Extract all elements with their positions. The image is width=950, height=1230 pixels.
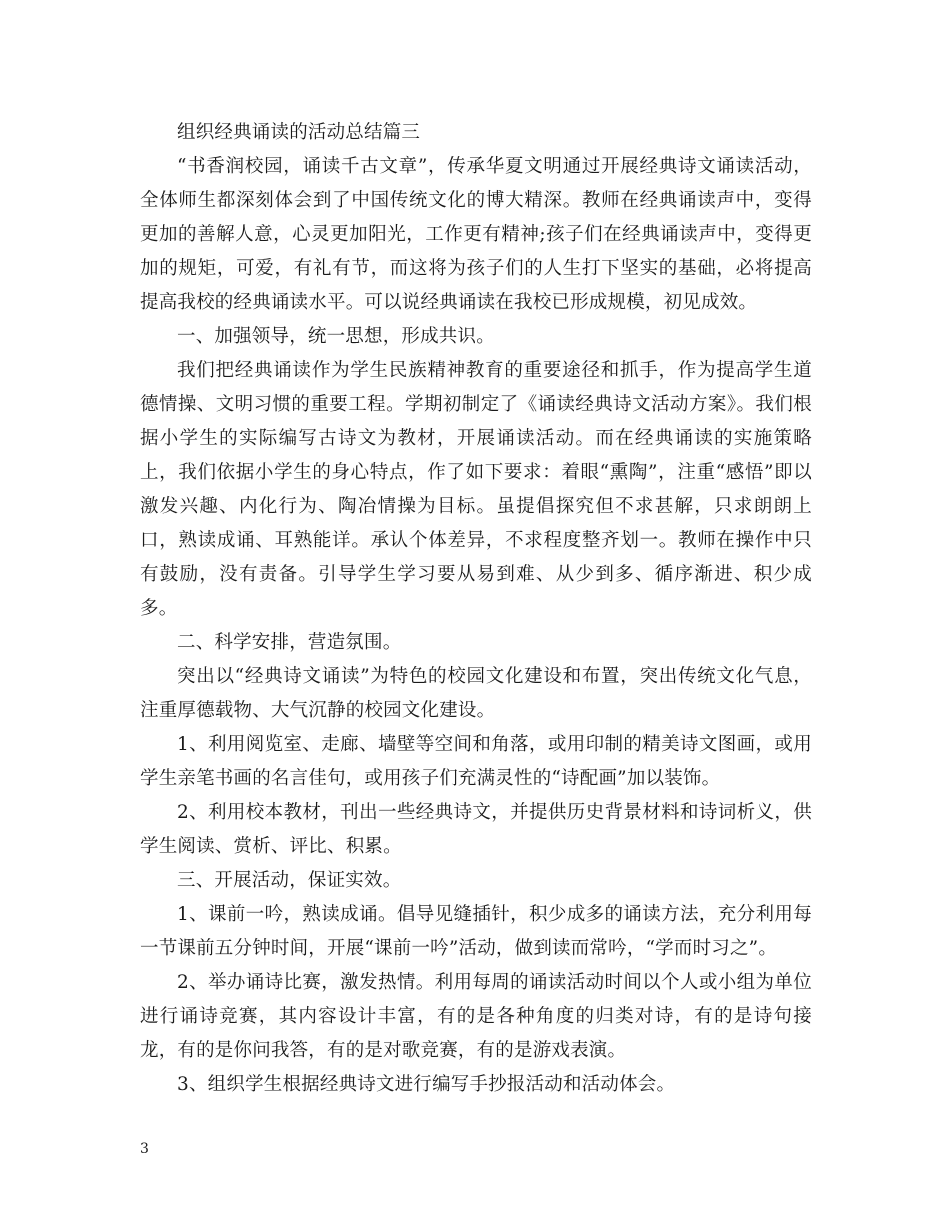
section-heading-1: 一、加强领导，统一思想，形成共识。 <box>177 326 495 347</box>
section-heading-3: 三、开展活动，保证实效。 <box>177 870 402 891</box>
list-item-3-2: 2、举办诵诗比赛，激发热情。利用每周的诵读活动时间以个人或小组为单位进行诵诗竞赛，其内容设计丰富，有的是各种角度的归类对诗，有的是诗句接龙，有的是你问我答，有的是对歌竞赛，有的是游戏表演。 <box>140 972 812 1061</box>
document-title: 组织经典诵读的活动总结篇三 <box>177 122 421 143</box>
list-item-2-2: 2、利用校本教材，刊出一些经典诗文，并提供历史背景材料和诗词析义，供学生阅读、赏析、评比、积累。 <box>140 802 812 857</box>
section-heading-2: 二、科学安排，营造氛围。 <box>177 632 402 653</box>
paragraph-section-1: 我们把经典诵读作为学生民族精神教育的重要途径和抓手，作为提高学生道德情操、文明习惯的重要工程。学期初制定了《诵读经典诗文活动方案》。我们根据小学生的实际编写古诗文为教材，开展诵读活动。而在经典诵读的实施策略上，我们依据小学生的身心特点，作了如下要求：着眼“熏陶”，注重“感悟”即以激发兴趣、内化行为、陶冶情操为目标。虽提倡探究但不求甚解，只求朗朗上口，熟读成诵、耳熟能详。承认个体差异，不求程度整齐划一。教师在操作中只有鼓励，没有责备。引导学生学习要从易到难、从少到多、循序渐进、积少成多。 <box>140 360 812 619</box>
paragraph-section-2: 突出以“经典诗文诵读”为特色的校园文化建设和布置，突出传统文化气息，注重厚德载物、大气沉静的校园文化建设。 <box>140 666 812 721</box>
paragraph-intro: “书香润校园，诵读千古文章”，传承华夏文明通过开展经典诗文诵读活动，全体师生都深刻体会到了中国传统文化的博大精深。教师在经典诵读声中，变得更加的善解人意，心灵更加阳光，工作更有精神;孩子们在经典诵读声中，变得更加的规矩，可爱，有礼有节，而这将为孩子们的人生打下坚实的基础，必将提高提高我校的经典诵读水平。可以说经典诵读在我校已形成规模，初见成效。 <box>140 156 812 313</box>
list-item-3-3: 3、组织学生根据经典诗文进行编写手抄报活动和活动体会。 <box>177 1074 676 1095</box>
list-item-2-1: 1、利用阅览室、走廊、墙壁等空间和角落，或用印制的精美诗文图画，或用学生亲笔书画的名言佳句，或用孩子们充满灵性的“诗配画”加以装饰。 <box>140 734 812 789</box>
list-item-3-1: 1、课前一吟，熟读成诵。倡导见缝插针，积少成多的诵读方法，充分利用每一节课前五分钟时间，开展“课前一吟”活动，做到读而常吟，“学而时习之”。 <box>140 904 812 959</box>
page-number: 3 <box>140 1141 149 1157</box>
document-body <box>140 116 812 1102</box>
